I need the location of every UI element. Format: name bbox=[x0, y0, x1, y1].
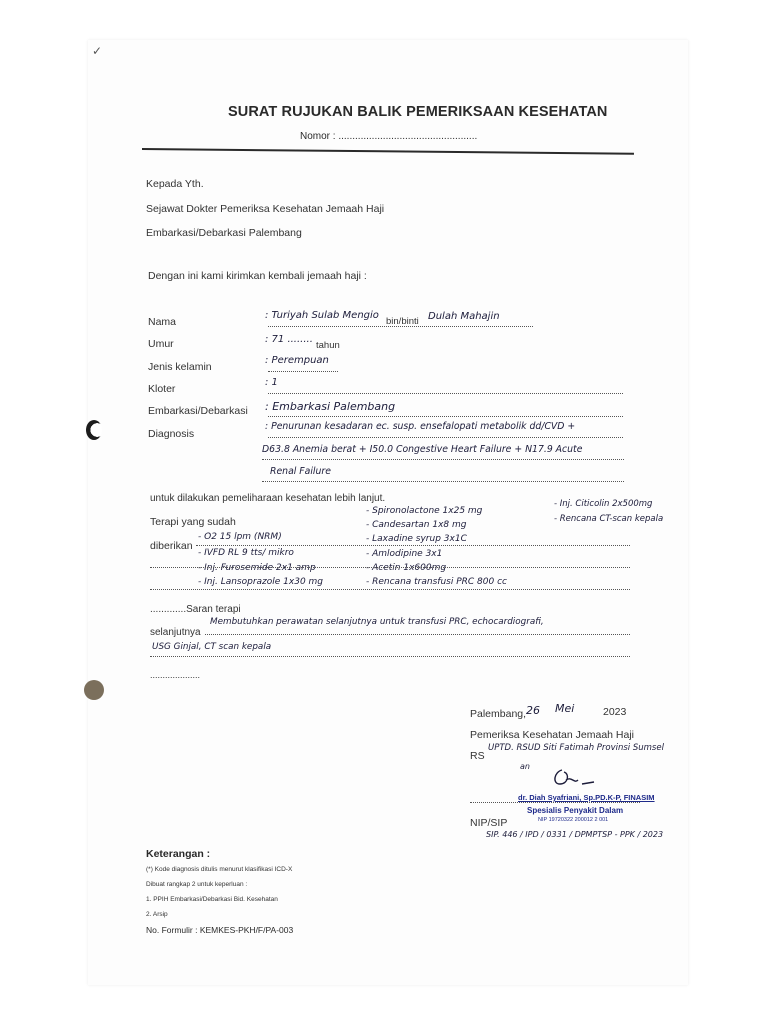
note-line: Dibuat rangkap 2 untuk keperluan : bbox=[146, 881, 248, 888]
value-umur: : 71 ........ bbox=[265, 334, 313, 345]
sign-place: Palembang, bbox=[470, 708, 527, 720]
scan-mark: ✓ bbox=[92, 44, 103, 58]
intro-text: Dengan ini kami kirimkan kembali jemaah haji : bbox=[148, 270, 367, 282]
doctor-specialty: Spesialis Penyakit Dalam bbox=[527, 806, 624, 815]
recipient-line-2: Sejawat Dokter Pemeriksa Kesehatan Jemaah Haji bbox=[146, 203, 385, 215]
embarkasi-dotted-line bbox=[268, 416, 623, 417]
therapy-dotted-line-2 bbox=[150, 567, 630, 568]
therapy-mid-item: - Laxadine syrup 3x1C bbox=[366, 534, 467, 544]
value-nama-parent: Dulah Mahajin bbox=[428, 311, 500, 322]
diagnosis-dotted-line-2 bbox=[262, 459, 624, 460]
note-line: (*) Kode diagnosis ditulis menurut klasifikasi ICD-X bbox=[146, 866, 293, 873]
therapy-left-item: - Inj. Furosemide 2x1 amp bbox=[198, 563, 316, 573]
value-diagnosis-line-2: D63.8 Anemia berat + I50.0 Congestive Heart Failure + N17.9 Acute bbox=[262, 444, 583, 455]
sign-role: Pemeriksa Kesehatan Jemaah Haji bbox=[470, 729, 635, 741]
sign-rs-label: RS bbox=[470, 750, 485, 762]
nomor-line: Nomor : .................................................. bbox=[300, 131, 478, 142]
punch-hole-top bbox=[86, 420, 102, 440]
saran-dotted-line-2 bbox=[150, 656, 630, 657]
recipient-line-1: Kepada Yth. bbox=[146, 178, 204, 190]
therapy-right-item: - Inj. Citicolin 2x500mg bbox=[554, 499, 653, 509]
therapy-mid-item: - Candesartan 1x8 mg bbox=[366, 520, 467, 530]
formulir-number: No. Formulir : KEMKES-PKH/F/PA-003 bbox=[146, 925, 294, 935]
value-kloter: : 1 bbox=[265, 377, 278, 388]
sign-month: Mei bbox=[555, 702, 575, 715]
keterangan-title: Keterangan : bbox=[146, 848, 211, 860]
therapy-left-item: - IVFD RL 9 tts/ mikro bbox=[198, 548, 294, 558]
terapi-label-2: diberikan bbox=[150, 540, 193, 552]
saran-label: .............Saran terapi bbox=[150, 604, 241, 615]
sign-day: 26 bbox=[526, 704, 540, 717]
note-line: 1. PPIH Embarkasi/Debarkasi Bid. Kesehatan bbox=[146, 896, 278, 903]
label-tahun: tahun bbox=[316, 340, 340, 351]
signature bbox=[548, 762, 608, 792]
therapy-mid-item: - Acetin 1x600mg bbox=[366, 563, 447, 573]
note-line: 2. Arsip bbox=[146, 911, 168, 918]
therapy-mid-item: - Amlodipine 3x1 bbox=[366, 549, 443, 559]
pemeliharaan-text: untuk dilakukan pemeliharaan kesehatan lebih lanjut. bbox=[150, 493, 386, 504]
therapy-left-item: - O2 15 lpm (NRM) bbox=[198, 532, 282, 542]
value-diagnosis-line-3: Renal Failure bbox=[270, 466, 331, 477]
label-binti: bin/binti bbox=[386, 316, 419, 327]
label-diagnosis: Diagnosis bbox=[148, 428, 195, 440]
terapi-label-1: Terapi yang sudah bbox=[150, 516, 236, 528]
document-title: SURAT RUJUKAN BALIK PEMERIKSAAN KESEHATAN bbox=[228, 104, 608, 120]
nip-label: NIP/SIP bbox=[470, 817, 508, 829]
label-kloter: Kloter bbox=[148, 383, 176, 395]
saran-line-1: Membutuhkan perawatan selanjutnya untuk transfusi PRC, echocardiografi, bbox=[210, 617, 544, 627]
punch-hole-bottom bbox=[84, 680, 104, 700]
sign-year: 2023 bbox=[603, 706, 627, 718]
trailing-dots: .................... bbox=[150, 670, 201, 680]
doctor-dotted-line bbox=[470, 802, 640, 803]
therapy-dotted-line-3 bbox=[150, 589, 630, 590]
value-diagnosis-line-1: : Penurunan kesadaran ec. susp. ensefalopati metabolik dd/CVD + bbox=[265, 421, 576, 432]
doctor-name: dr. Diah Syafriani, Sp.PD.K-P, FINASIM bbox=[518, 793, 655, 802]
value-embarkasi: : Embarkasi Palembang bbox=[265, 400, 396, 413]
nip-value: SIP. 446 / IPD / 0331 / DPMPTSP - PPK / 2023 bbox=[486, 830, 664, 839]
saran-line-2: USG Ginjal, CT scan kepala bbox=[152, 642, 272, 652]
diagnosis-dotted-line-3 bbox=[262, 481, 624, 482]
therapy-right-item: - Rencana CT-scan kepala bbox=[554, 514, 664, 524]
doctor-nip: NIP 19720322 200012 2 001 bbox=[538, 817, 609, 823]
therapy-mid-item: - Spironolactone 1x25 mg bbox=[366, 506, 483, 516]
nama-dotted-line bbox=[268, 326, 533, 327]
jenis-kelamin-dotted-line bbox=[268, 371, 338, 372]
label-nama: Nama bbox=[148, 316, 177, 328]
value-nama: : Turiyah Sulab Mengio bbox=[265, 310, 379, 321]
therapy-dotted-line-1 bbox=[196, 545, 630, 546]
sign-rs-value: UPTD. RSUD Siti Fatimah Provinsi Sumsel bbox=[488, 743, 664, 753]
sign-an: an bbox=[520, 762, 530, 771]
kloter-dotted-line bbox=[268, 393, 623, 394]
selanjutnya-label: selanjutnya bbox=[150, 627, 201, 638]
label-umur: Umur bbox=[148, 338, 174, 350]
recipient-line-3: Embarkasi/Debarkasi Palembang bbox=[146, 227, 302, 239]
label-jenis-kelamin: Jenis kelamin bbox=[148, 361, 212, 373]
saran-dotted-line-1 bbox=[205, 634, 630, 635]
therapy-mid-item: - Rencana transfusi PRC 800 cc bbox=[366, 577, 507, 587]
diagnosis-dotted-line-1 bbox=[268, 437, 623, 438]
therapy-left-item: - Inj. Lansoprazole 1x30 mg bbox=[198, 577, 324, 587]
label-embarkasi: Embarkasi/Debarkasi bbox=[148, 405, 248, 417]
value-jenis-kelamin: : Perempuan bbox=[265, 355, 329, 366]
